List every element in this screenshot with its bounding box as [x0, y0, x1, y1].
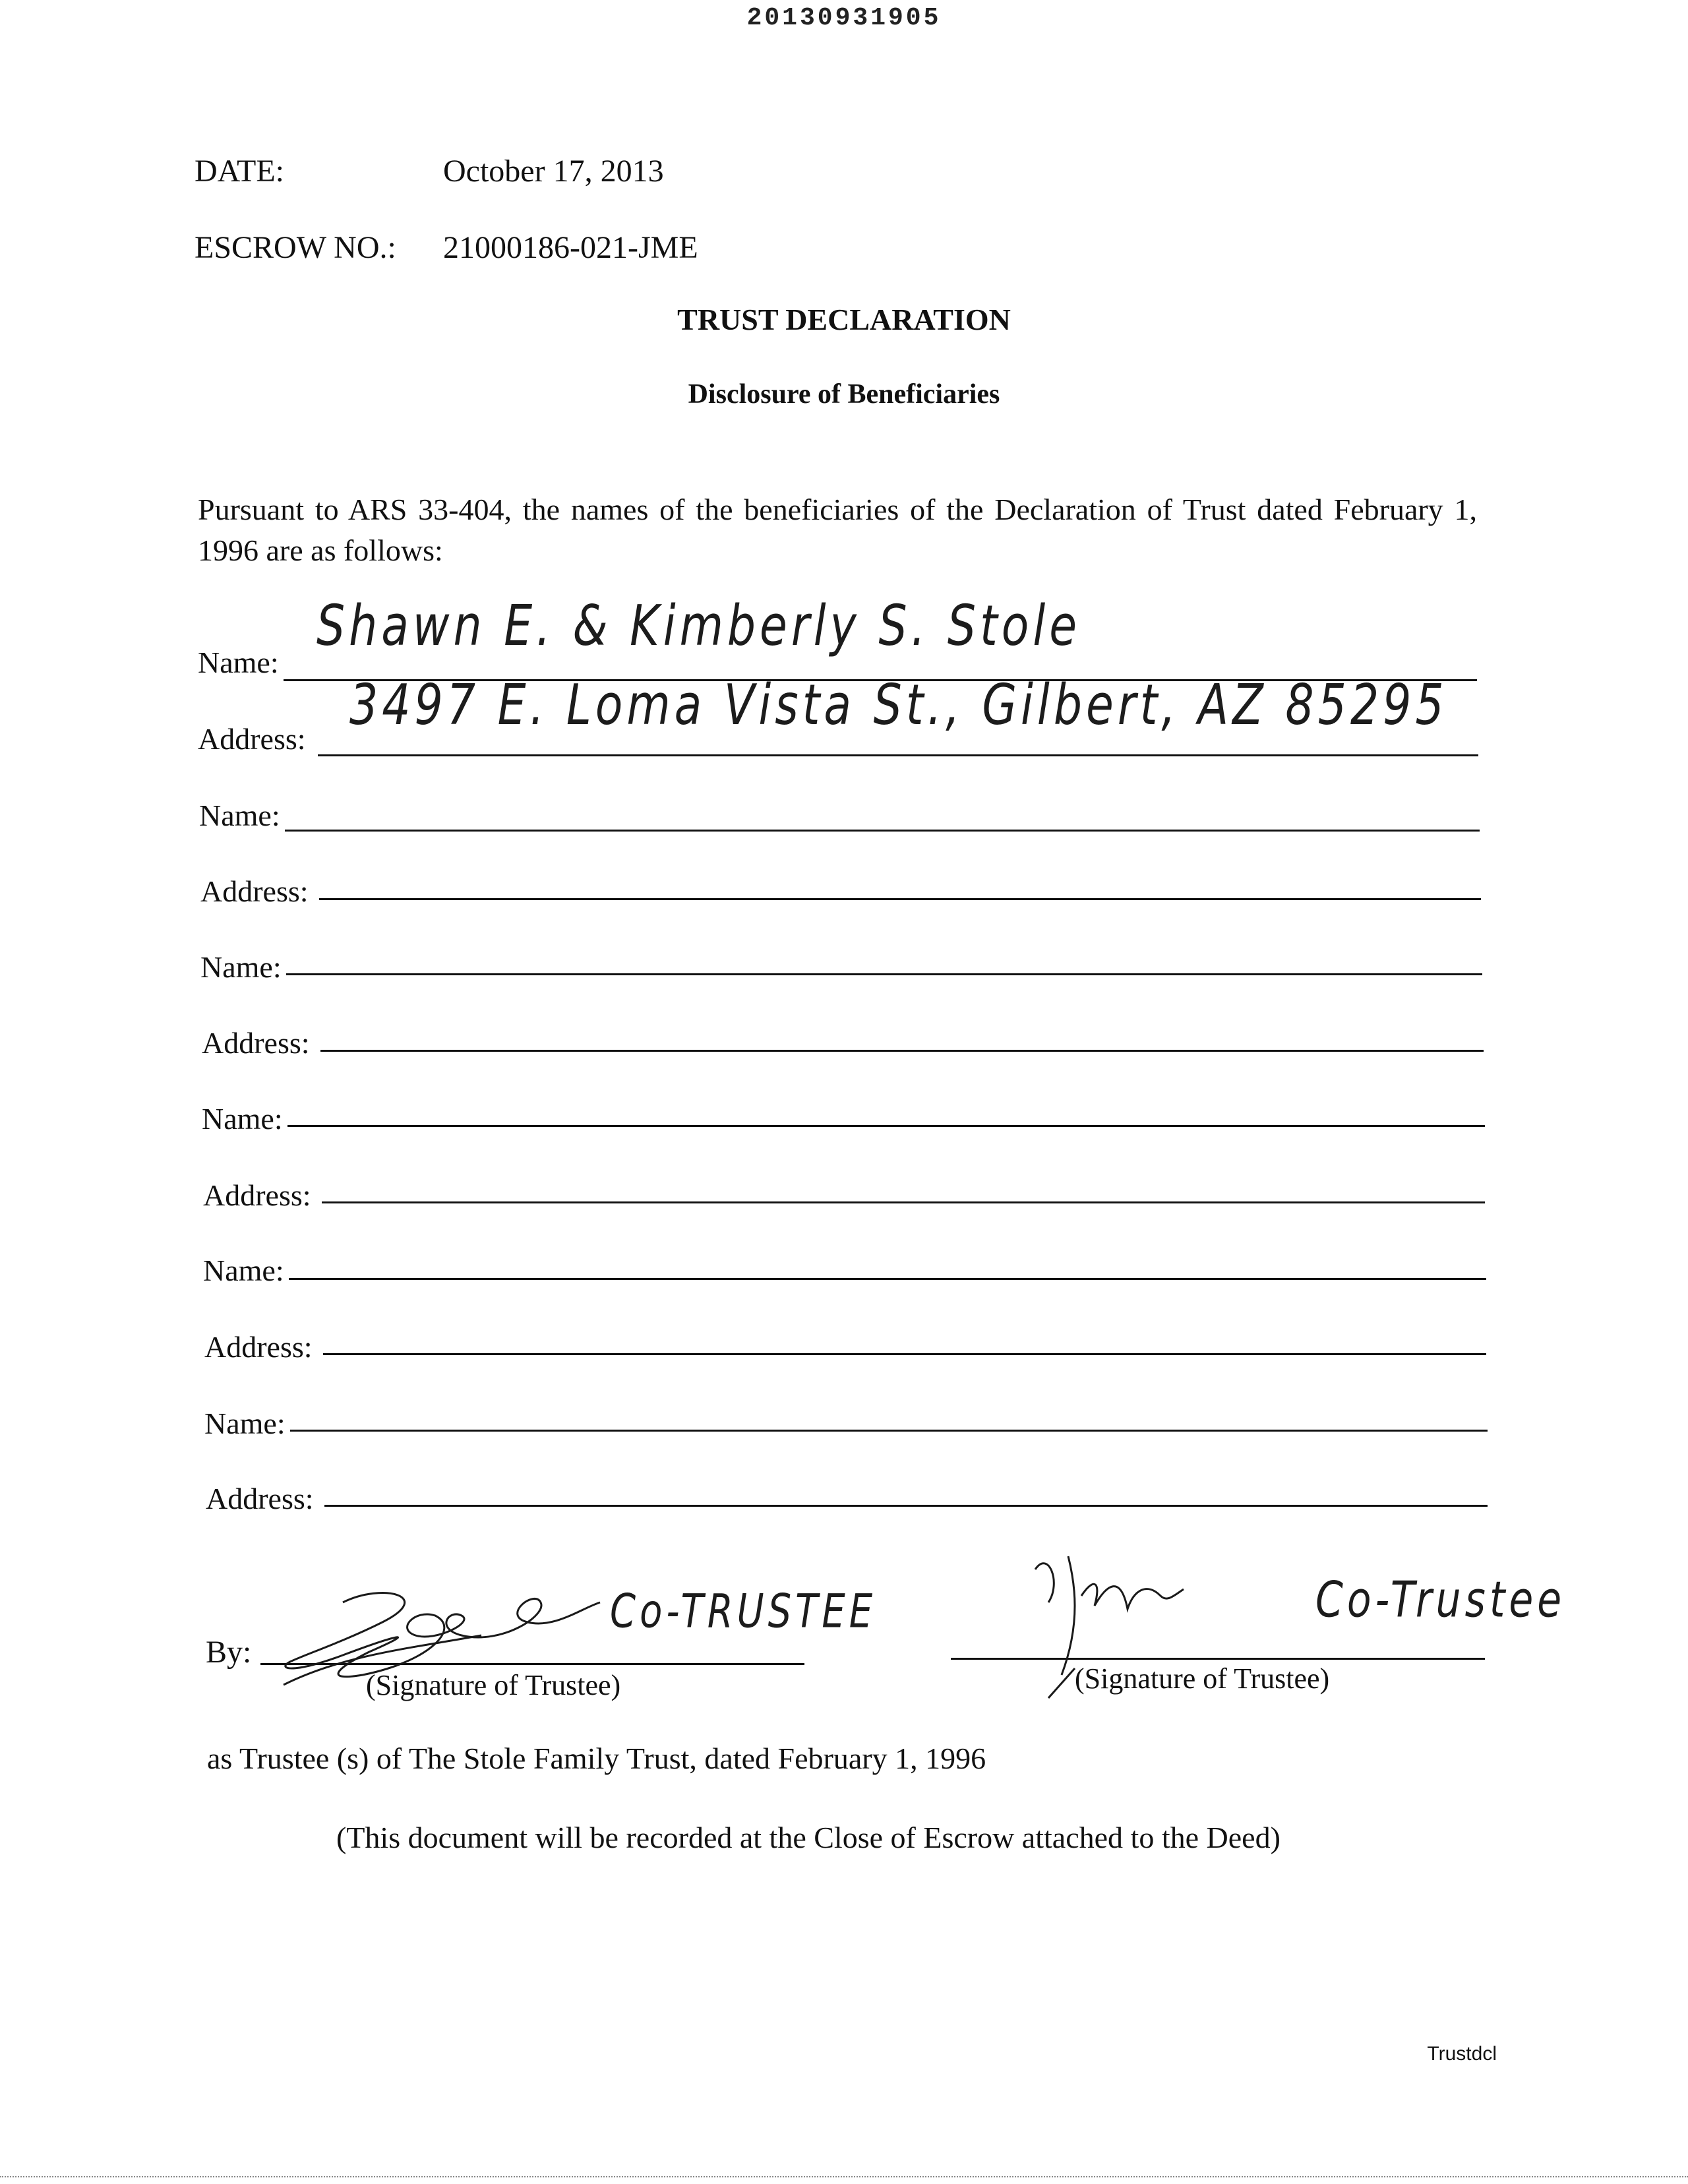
scan-edge: [0, 2176, 1688, 2177]
escrow-value: 21000186-021-JME: [443, 230, 698, 265]
address-line-5: [323, 1353, 1486, 1355]
intro-paragraph: Pursuant to ARS 33-404, the names of the beneficiaries of the Declaration of Trust dated February 1, 1996 are as follows:: [198, 493, 1477, 567]
date-value: October 17, 2013: [443, 154, 664, 189]
name-label-2: Name:: [199, 799, 280, 832]
name-value-1: Shawn E. & Kimberly S. Stole: [316, 593, 1081, 659]
address-line-3: [320, 1050, 1484, 1052]
name-label-1: Name:: [198, 646, 279, 679]
address-label-6: Address:: [206, 1482, 314, 1515]
address-line-6: [324, 1505, 1488, 1507]
address-label-1: Address:: [198, 722, 306, 756]
name-label-3: Name:: [200, 950, 282, 984]
address-line-4: [322, 1201, 1485, 1203]
address-label-5: Address:: [204, 1330, 313, 1364]
address-value-1: 3497 E. Loma Vista St., Gilbert, AZ 85295: [349, 673, 1448, 738]
date-label: DATE:: [195, 154, 284, 189]
address-label-4: Address:: [203, 1178, 311, 1212]
by-label: By:: [206, 1635, 252, 1670]
co-trustee-note-left: Co-TRUSTEE: [610, 1585, 877, 1639]
address-label-3: Address:: [202, 1026, 310, 1060]
name-line-5: [289, 1278, 1486, 1280]
co-trustee-note-right: Co-Trustee: [1315, 1571, 1566, 1629]
document-title: TRUST DECLARATION: [677, 303, 1011, 336]
name-line-6: [290, 1430, 1488, 1432]
form-code: Trustdcl: [1427, 2043, 1497, 2065]
trustee-statement: as Trustee (s) of The Stole Family Trust, dated February 1, 1996: [207, 1742, 986, 1775]
recording-number: 20130931905: [746, 4, 942, 32]
document-subtitle: Disclosure of Beneficiaries: [688, 379, 1000, 410]
name-line-2: [285, 830, 1480, 832]
address-label-2: Address:: [200, 874, 309, 908]
recording-note: (This document will be recorded at the Close of Escrow attached to the Deed): [336, 1821, 1281, 1854]
address-line-1: [318, 754, 1478, 756]
name-label-4: Name:: [202, 1102, 283, 1136]
name-line-3: [286, 973, 1482, 975]
address-line-2: [319, 898, 1481, 900]
name-label-5: Name:: [203, 1254, 284, 1287]
name-line-4: [287, 1125, 1485, 1127]
signature-caption-right: (Signature of Trustee): [1075, 1662, 1330, 1695]
name-label-6: Name:: [204, 1407, 286, 1440]
signature-caption-left: (Signature of Trustee): [366, 1669, 621, 1701]
escrow-label: ESCROW NO.:: [195, 230, 396, 265]
